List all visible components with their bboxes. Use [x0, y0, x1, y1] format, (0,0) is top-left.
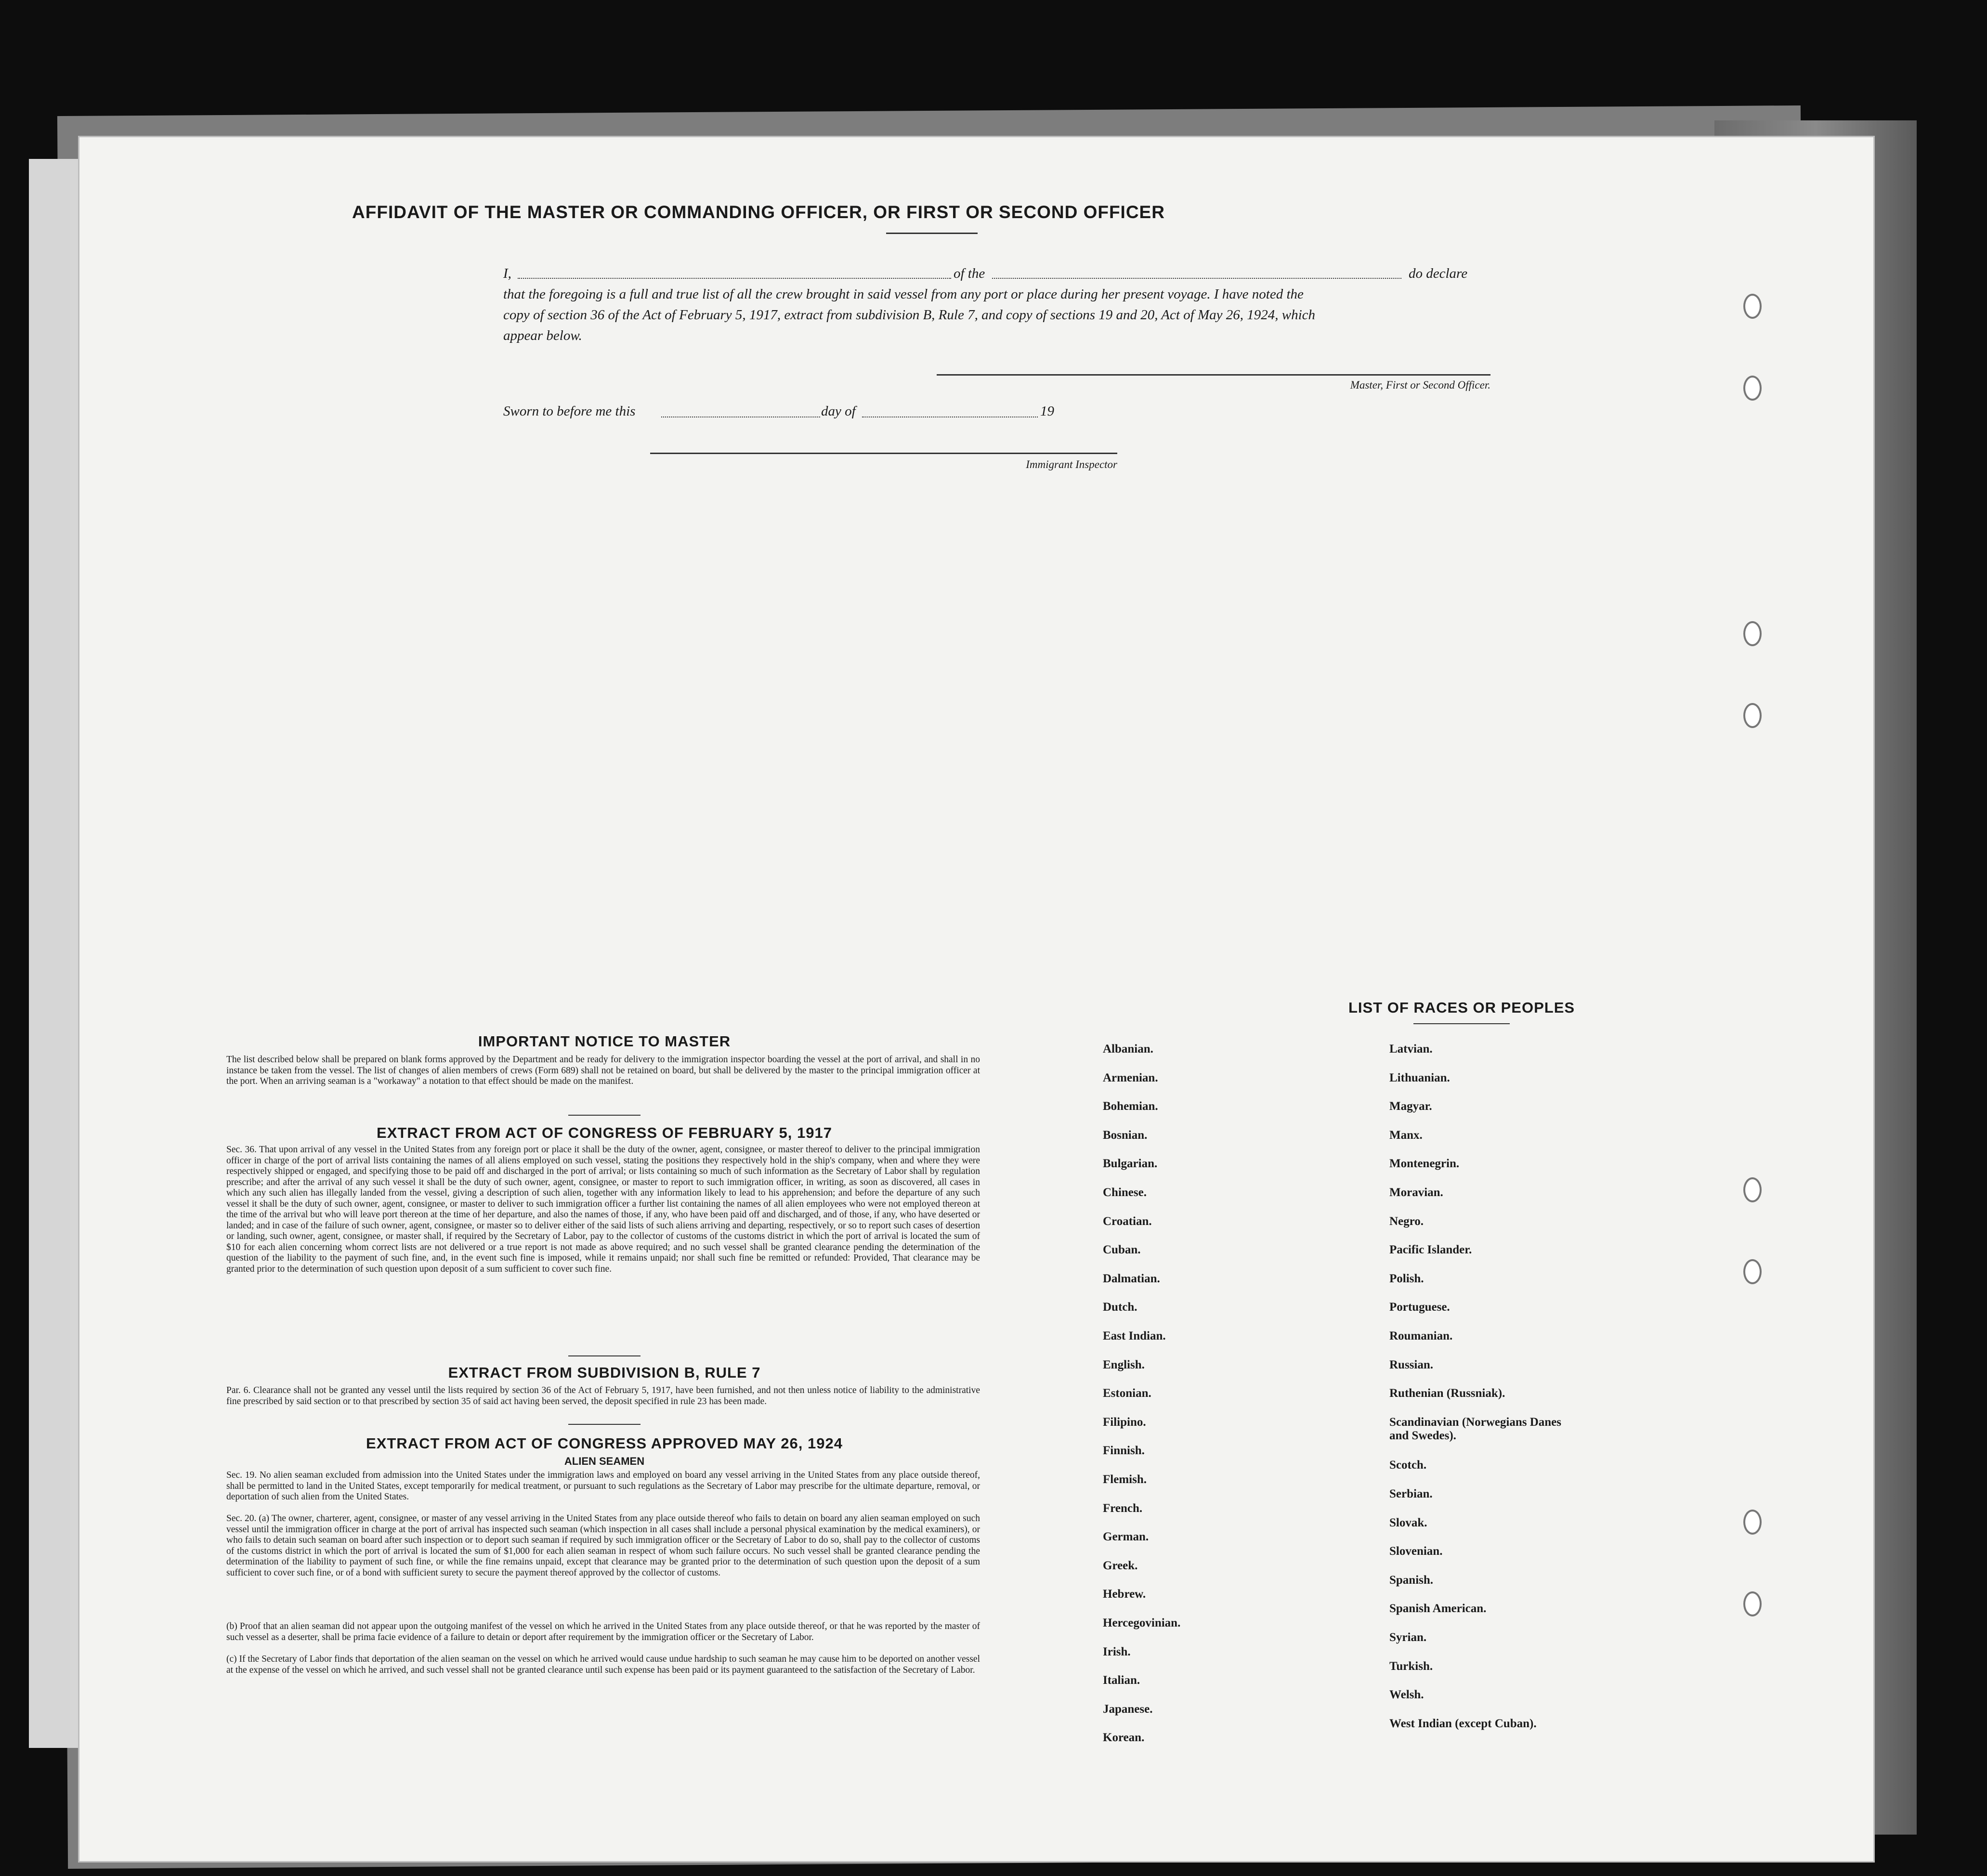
race-item: Welsh. — [1389, 1688, 1424, 1702]
race-item: Polish. — [1389, 1272, 1424, 1285]
race-item: Slovak. — [1389, 1516, 1427, 1529]
notice-title: IMPORTANT NOTICE TO MASTER — [478, 1033, 731, 1050]
affidavit-i: I, — [503, 266, 511, 281]
vessel-blank[interactable] — [992, 278, 1401, 279]
race-item: Filipino. — [1103, 1415, 1146, 1429]
race-item: Moravian. — [1389, 1186, 1443, 1199]
sworn-prefix: Sworn to before me this — [503, 404, 636, 419]
race-item: East Indian. — [1103, 1329, 1166, 1342]
affidavit-declare: do declare — [1409, 266, 1468, 281]
rule-7-body: Par. 6. Clearance shall not be granted any vessel until the lists required by section 36 of the Act of February 5, 1917, have been furnished, and not then unless notice of liability to the administrative fine prescribed by said section or to that prescribed by section 35 of said act having been served, the deposit specified in rule 23 has been made. — [226, 1385, 980, 1407]
race-item: Dutch. — [1103, 1301, 1137, 1314]
races-title: LIST OF RACES OR PEOPLES — [1348, 999, 1575, 1016]
affidavit-of-the: of the — [954, 266, 985, 281]
act-1924-sec-19: Sec. 19. No alien seaman excluded from admission into the United States under the immigration laws and employed on board any vessel arriving in the United States from any place outside thereof, shall be permitted to land in the United States, except temporarily for medical treatment, or pursuant to such regulations as the Secretary of Labor may prescribe for the ultimate departure, removal, or deportation of such alien from the United States. — [226, 1470, 980, 1502]
act-1917-title: EXTRACT FROM ACT OF CONGRESS OF FEBRUARY 5, 1917 — [377, 1124, 832, 1141]
act-1924-subtitle: ALIEN SEAMEN — [564, 1455, 645, 1467]
race-item: Slovenian. — [1389, 1545, 1443, 1558]
race-item: French. — [1103, 1501, 1143, 1515]
race-item: Spanish American. — [1389, 1602, 1487, 1615]
act-1924-sec-20b: (b) Proof that an alien seaman did not appear upon the outgoing manifest of the vessel on which he arrived in the United States from any place outside thereof, or that he was reported by the master of such vessel as a deserter, shall be prima facie evidence of a failure to detain or deport after requirement by the immigration officer or the Secretary of Labor. — [226, 1621, 980, 1642]
race-item: Hebrew. — [1103, 1588, 1146, 1601]
punch-hole — [1743, 1177, 1762, 1202]
race-item: Turkish. — [1389, 1659, 1433, 1673]
section-divider — [568, 1355, 641, 1356]
sworn-year: 19 — [1040, 404, 1054, 419]
punch-hole — [1743, 294, 1762, 319]
race-item: Croatian. — [1103, 1214, 1152, 1228]
section-divider — [568, 1115, 641, 1116]
race-item: Montenegrin. — [1389, 1157, 1460, 1171]
race-item: Portuguese. — [1389, 1301, 1450, 1314]
name-blank[interactable] — [518, 278, 951, 279]
race-item: Lithuanian. — [1389, 1071, 1450, 1084]
race-item: Armenian. — [1103, 1071, 1158, 1084]
punch-hole — [1743, 1591, 1762, 1616]
race-item: Pacific Islander. — [1389, 1243, 1472, 1257]
race-item: Bosnian. — [1103, 1128, 1148, 1142]
race-item: Scotch. — [1389, 1459, 1427, 1472]
inspector-signature-line[interactable] — [650, 453, 1117, 454]
punch-hole — [1743, 703, 1762, 728]
affidavit-line-2: that the foregoing is a full and true list of all the crew brought in said vessel from any port or place during her present voyage. I have noted the — [503, 287, 1304, 302]
act-1924-sec-20c: (c) If the Secretary of Labor finds that deportation of the alien seaman on the vessel on which he arrived would cause undue hardship to such seaman he may cause him to be deported on another vessel at the expense of the vessel on which he arrived, and such vessel shall not be granted clearance until such expense has been paid or its payment guaranteed to the satisfaction of the Secretary of Labor. — [226, 1654, 980, 1675]
race-item: West Indian (except Cuban). — [1389, 1717, 1537, 1730]
form-page — [79, 137, 1873, 1861]
race-item: Flemish. — [1103, 1473, 1147, 1486]
race-item: Estonian. — [1103, 1387, 1151, 1400]
master-caption: Master, First or Second Officer. — [1350, 379, 1490, 391]
affidavit-line-4: appear below. — [503, 328, 582, 343]
affidavit-line-3: copy of section 36 of the Act of February 5, 1917, extract from subdivision B, Rule 7, and copy of sections 19 and 20, Act of May 26, 1924, which — [503, 307, 1316, 323]
race-item: Manx. — [1389, 1128, 1423, 1142]
sworn-day-of: day of — [821, 404, 856, 419]
affidavit-title: AFFIDAVIT OF THE MASTER OR COMMANDING OFFICER, OR FIRST OR SECOND OFFICER — [352, 202, 1165, 222]
race-item: Serbian. — [1389, 1487, 1433, 1500]
section-divider — [568, 1424, 641, 1425]
master-signature-line[interactable] — [937, 374, 1490, 376]
race-item: English. — [1103, 1358, 1145, 1371]
punch-hole — [1743, 621, 1762, 646]
race-item: Bulgarian. — [1103, 1157, 1158, 1171]
race-item: Negro. — [1389, 1214, 1424, 1228]
race-item: Cuban. — [1103, 1243, 1141, 1257]
race-item: Ruthenian (Russniak). — [1389, 1387, 1505, 1400]
race-item: Greek. — [1103, 1559, 1138, 1572]
race-item: German. — [1103, 1530, 1149, 1544]
rule-7-title: EXTRACT FROM SUBDIVISION B, RULE 7 — [448, 1364, 761, 1381]
inspector-caption: Immigrant Inspector — [1026, 458, 1117, 470]
race-item: Finnish. — [1103, 1444, 1145, 1458]
title-rule — [886, 233, 978, 234]
race-item: Italian. — [1103, 1674, 1140, 1687]
punch-hole — [1743, 376, 1762, 401]
race-item: Russian. — [1389, 1358, 1434, 1371]
race-item: Hercegovinian. — [1103, 1616, 1181, 1629]
race-item: Japanese. — [1103, 1702, 1153, 1716]
notice-body: The list described below shall be prepared on blank forms approved by the Department and be ready for delivery to the immigration inspector boarding the vessel at the port of arrival, and shall in no instance be taken from the vessel. The list of changes of alien members of crews (Form 689) shall not be retained on board, but shall be delivered by the master to the principal immigration officer at the port. When an arriving seaman is a "workaway" a notation to that effect should be made on the manifest. — [226, 1055, 980, 1086]
race-item: Albanian. — [1103, 1042, 1153, 1055]
race-item: Scandinavian (Norwegians Danes and Swedes). — [1389, 1415, 1561, 1442]
races-title-rule — [1413, 1023, 1510, 1024]
punch-hole — [1743, 1510, 1762, 1535]
punch-hole — [1743, 1259, 1762, 1284]
race-item: Latvian. — [1389, 1042, 1433, 1055]
race-item: Syrian. — [1389, 1631, 1427, 1644]
race-item: Korean. — [1103, 1731, 1145, 1745]
act-1917-body: Sec. 36. That upon arrival of any vessel in the United States from any foreign port or place it shall be the duty of the owner, agent, consignee, or master thereof to deliver to the principal immigration officer in charge of the port of arrival lists containing the names of all aliens employed on such vessel, stating the positions they respectively hold in the ship's company, when and where they were respectively shipped or engaged, and specifying those to be paid off and discharged in the port of arrival; or lists containing so much of such information as the Secretary of Labor shall by regulation prescribe; and after the arrival of any such vessel it shall be the duty of such owner, agent, consignee, or master to report to such immigration officer, in writing, as soon as discovered, all cases in which any such alien has illegally landed from the vessel, giving a description of such alien, together with any information likely to lead to his apprehension; and before the departure of any such vessel it shall be the duty of such owner, agent, consignee, or master to deliver to such immigration officer a further list containing the names of all alien employees who were not employed thereon at the time of the arrival but who will leave port thereon at the time of her departure, and also the names of those, if any, who have been paid off and discharged, and of those, if any, who have deserted or landed; and in case of the failure of such owner, agent, consignee, or master so to deliver either of the said lists of such aliens arriving and departing, respectively, or so to report such cases of desertion or landing, such owner, agent, consignee, or master shall, if required by the Secretary of Labor, pay to the collector of customs of the customs district in which the port of arrival is located the sum of $10 for each alien concerning whom correct lists are not delivered or a true report is not made as above required; and no such vessel shall be granted clearance pending the determination of the question of the liability to the payment of such fine, and, in the event such fine is imposed, while it remains unpaid; nor shall such fine be remitted or refunded: Provided, That clearance may be granted prior to the determination of such question upon deposit of a sum sufficient to cover such fine. — [226, 1145, 980, 1274]
race-item: Dalmatian. — [1103, 1272, 1160, 1285]
race-item: Irish. — [1103, 1645, 1131, 1658]
race-item: Roumanian. — [1389, 1329, 1453, 1342]
race-item: Spanish. — [1389, 1573, 1434, 1587]
race-item: Magyar. — [1389, 1100, 1432, 1113]
act-1924-title: EXTRACT FROM ACT OF CONGRESS APPROVED MAY 26, 1924 — [366, 1435, 843, 1452]
race-item: Chinese. — [1103, 1186, 1147, 1199]
race-item: Bohemian. — [1103, 1100, 1158, 1113]
left-sheet-edge — [29, 159, 87, 1748]
act-1924-sec-20a: Sec. 20. (a) The owner, charterer, agent, consignee, or master of any vessel arriving in the United States from any place outside thereof who fails to detain on board any alien seaman employed on such vessel until the immigration officer in charge at the port of arrival has inspected such seaman (which inspection in all cases shall include a personal physical examination by the medical examiners), or who fails to detain such seaman on board after such inspection or to deport such seaman if required by such immigration officer or the Secretary of Labor to do so, shall pay to the collector of customs of the customs district in which the port of arrival is located the sum of $1,000 for each alien seaman in respect of whom such failure occurs. No such vessel shall be granted clearance pending the determination of the liability to payment of such fine, or while the fine remains unpaid, except that clearance may be granted prior to the determination of such question upon the deposit of a sum sufficient to cover such fine, or of a bond with sufficient surety to secure the payment thereof approved by the collector of customs. — [226, 1513, 980, 1578]
